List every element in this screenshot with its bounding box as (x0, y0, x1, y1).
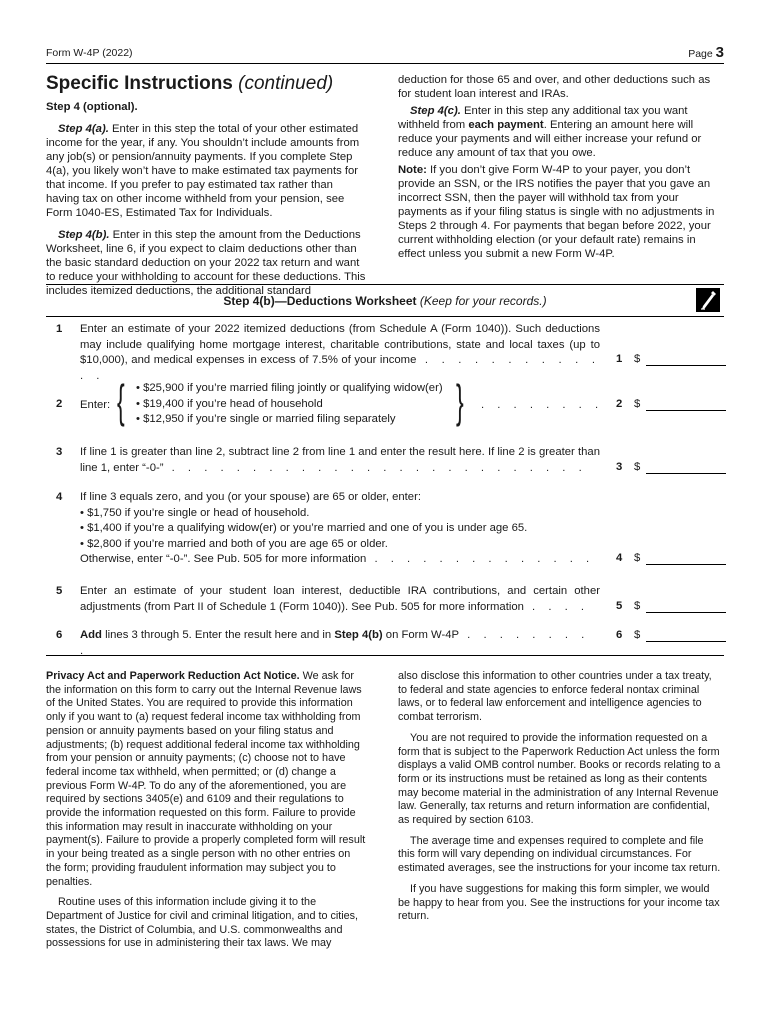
step4a-paragraph (46, 122, 366, 220)
page-number: 3 (715, 44, 724, 61)
line-5-leader: . . . . (523, 600, 590, 613)
line-5-description: Enter an estimate of your student loan interest, deductible IRA contributions, and certain other adjustments (from Part II of Schedule 1 (Form 1040)). See Pub. 505 for more information (80, 585, 600, 613)
line-2-option-joint: • $25,900 if you’re married filing jointly or qualifying widow(er) (136, 382, 443, 394)
step4a-text: Enter in this step the total of your other estimated income for the year, if any. You shouldn’t include amounts from any job(s) or pension/annuity payments. If you complete Step 4(a), you likely won’t have to make estimated tax payments for that income. If you prefer to pay estimated tax rather than having tax on other income withheld from your pension, see Form 1040-ES, Estimated Tax for Individuals. (46, 123, 360, 219)
privacy-left-column (46, 670, 368, 951)
line-3-number: 3 (56, 446, 63, 458)
line-5-label: 5 (616, 600, 623, 612)
worksheet-top-rule (46, 284, 724, 285)
step4c-bold: each payment (468, 119, 544, 131)
line-1-number: 1 (56, 323, 63, 335)
line-2-text: Enter: (80, 399, 111, 411)
line-3-label: 3 (616, 461, 623, 473)
line-2-dollar: $ (634, 398, 641, 410)
line-2-number: 2 (56, 398, 63, 410)
privacy-paragraph-2: Routine uses of this information include giving it to the Department of Justice for civil and criminal litigation, and to cities, states, the District of Columbia, and U.S. commonwealths and possessions for use in administering their tax laws. We may (46, 896, 359, 950)
form-label: Form W-4P (2022) (46, 47, 133, 59)
note-paragraph (398, 163, 722, 261)
title-continued: (continued) (238, 73, 334, 94)
page-word: Page (688, 48, 713, 60)
line-6-number: 6 (56, 629, 63, 641)
line-6-text-b: on Form W-4P (382, 629, 460, 641)
line-6-label: 6 (616, 629, 623, 641)
privacy-p1-text: We ask for the information on this form to carry out the Internal Revenue laws of the United States. You are required to provide this information only if you want to (a) request federal income tax withholding from pension or annuity payments based on your filing status and adjustments; (b) request additional federal income tax withholding from your pension or annuity payments; (c) choose not to have federal income tax withheld, when permitted; or (d) change a previous Form W-4P. To do any of the aforementioned, you are required by sections 3405(e) and 6109 and their regulations to provide the information requested on this form. Failure to provide this information may result in inaccurate withholding on your payment(s). Failure to provide a properly completed form will result in your being treated as a single person with no other entries on the form; providing fraudulent information may subject you to penalties. (46, 670, 366, 888)
line-6-add: Add (80, 629, 102, 641)
line-1-description: Enter an estimate of your 2022 itemized deductions (from Schedule A (Form 1040)). Such deductions may include qualifying home mortgage interest, charitable contributions, state and local taxes (up to $10,000), and medical expenses in excess of 7.5% of your income (80, 323, 600, 366)
step4c-paragraph (398, 104, 722, 160)
line-4-leader: . . . . . . . . . . . . . . (366, 553, 595, 565)
privacy-heading: Privacy Act and Paperwork Reduction Act Notice. (46, 670, 300, 682)
privacy-right-paragraph-1: also disclose this information to other countries under a tax treaty, to federal and state agencies to enforce federal nontax criminal laws, or to federal law enforcement and intelligence agencies to combat terrorism. (398, 670, 712, 724)
line-2-option-head: • $19,400 if you’re head of household (136, 397, 323, 410)
step4b-label: Step 4(b). (58, 229, 110, 241)
left-brace: { (117, 375, 125, 427)
line-2-options (136, 381, 443, 428)
line-4-number: 4 (56, 491, 63, 503)
step4b-paragraph (46, 228, 366, 298)
line-3-leader: . . . . . . . . . . . . . . . . . . . . . . . . . . (163, 461, 587, 474)
pen-icon (696, 288, 720, 312)
line-2-leader: . . . . . . . . (481, 399, 604, 411)
page-indicator (688, 44, 724, 61)
line-3-dollar: $ (634, 461, 641, 473)
line-5-dollar: $ (634, 600, 641, 612)
step4c-text-b: . Entering an amount here will reduce your payments and will either increase your refund or reduce any amount of tax that you owe. (398, 119, 702, 159)
right-column (398, 73, 722, 261)
privacy-paragraph-1 (46, 670, 368, 889)
line-5-number: 5 (56, 585, 63, 597)
privacy-right-column (398, 670, 722, 924)
line-6-leader: . . . . . . . . . (80, 629, 590, 657)
worksheet-title (0, 294, 770, 308)
line-6-text-a: lines 3 through 5. Enter the result here and in (101, 629, 335, 641)
line-2-input[interactable] (646, 396, 726, 411)
privacy-right-paragraph-2: You are not required to provide the information requested on a form that is subject to the Paperwork Reduction Act unless the form displays a valid OMB control number. Books or records relating to a form or its instructions must be retained as long as their contents may become material in the administration of any Internal Revenue law. Generally, tax returns and return information are confidential, as required by section 6103. (398, 731, 721, 827)
line-1-dollar: $ (634, 353, 641, 365)
privacy-right-paragraph-3: The average time and expenses required to complete and file this form will vary depending on individual circumstances. For estimated averages, see the instructions for your income tax return. (398, 834, 721, 875)
title-main: Specific Instructions (46, 73, 233, 94)
line-3-input[interactable] (646, 459, 726, 474)
line-4-bullet-married: • $2,800 if you’re married and both of you are age 65 or older. (80, 537, 388, 550)
step4a-label: Step 4(a). (58, 123, 109, 135)
step4b-text: Enter in this step the amount from the Deductions Worksheet, line 6, if you expect to claim deductions other than the basic standard deduction on your 2022 tax return and want to reduce your withholding to account for these deductions. This includes itemized deductions, the additional standard (46, 229, 366, 297)
page-title (46, 73, 333, 95)
line-4-bullet-widow: • $1,400 if you’re a qualifying widow(er) or you’re married and one of you is under age 65. (80, 522, 528, 534)
continued-paragraph: deduction for those 65 and over, and other deductions such as for student loan interest and IRAs. (398, 74, 711, 100)
privacy-right-paragraph-4: If you have suggestions for making this form simpler, we would be happy to hear from you. See the instructions for your income tax return. (398, 882, 720, 923)
line-4-bullet-single: • $1,750 if you’re single or head of household. (80, 506, 310, 519)
line-1-leader: . . . . . . . . . . . . . (80, 354, 600, 382)
line-2-label: 2 (616, 398, 623, 410)
line-3-text (80, 445, 600, 476)
note-label: Note: (398, 164, 427, 176)
top-divider (46, 63, 724, 64)
step4c-label: Step 4(c). (410, 105, 461, 117)
left-column (46, 100, 366, 298)
line-2-option-single: • $12,950 if you’re single or married filing separately (136, 413, 396, 425)
line-6-input[interactable] (646, 627, 726, 642)
line-4-text (80, 490, 600, 568)
line-1-text (80, 322, 600, 384)
line-4-label: 4 (616, 552, 623, 564)
worksheet-bottom-rule (46, 655, 724, 656)
right-brace: } (456, 375, 464, 427)
line-6-dollar: $ (634, 629, 641, 641)
line-3-description: If line 1 is greater than line 2, subtract line 2 from line 1 and enter the result here. If line 2 is greater than line 1, enter “-0-” (80, 446, 600, 474)
line-1-label: 1 (616, 353, 623, 365)
note-text: If you don’t give Form W-4P to your payer, you don’t provide an SSN, or the IRS notifies the payer that you gave an incorrect SSN, then the payer will withhold tax from your payments as if your filing status is single with no adjustments in Steps 2 through 4. For payments that began before 2022, your current withholding election (or your default rate) remains in effect unless you submit a new Form W-4P. (398, 164, 715, 260)
step4c-text-a: Enter in this step any additional tax you want withheld from (398, 105, 688, 131)
step4-heading: Step 4 (optional). (46, 101, 138, 113)
line-4-input[interactable] (646, 550, 726, 565)
worksheet-title-note: (Keep for your records.) (419, 294, 547, 308)
line-4-tail: Otherwise, enter “-0-”. See Pub. 505 for more information (80, 553, 367, 565)
line-1-input[interactable] (646, 351, 726, 366)
worksheet-title-text: Step 4(b)—Deductions Worksheet (223, 294, 417, 308)
worksheet-header-rule (46, 316, 724, 317)
line-5-input[interactable] (646, 598, 726, 613)
line-5-text (80, 584, 600, 615)
line-4-dollar: $ (634, 552, 641, 564)
line-4-intro: If line 3 equals zero, and you (or your spouse) are 65 or older, enter: (80, 491, 421, 503)
line-6-step: Step 4(b) (334, 629, 383, 641)
